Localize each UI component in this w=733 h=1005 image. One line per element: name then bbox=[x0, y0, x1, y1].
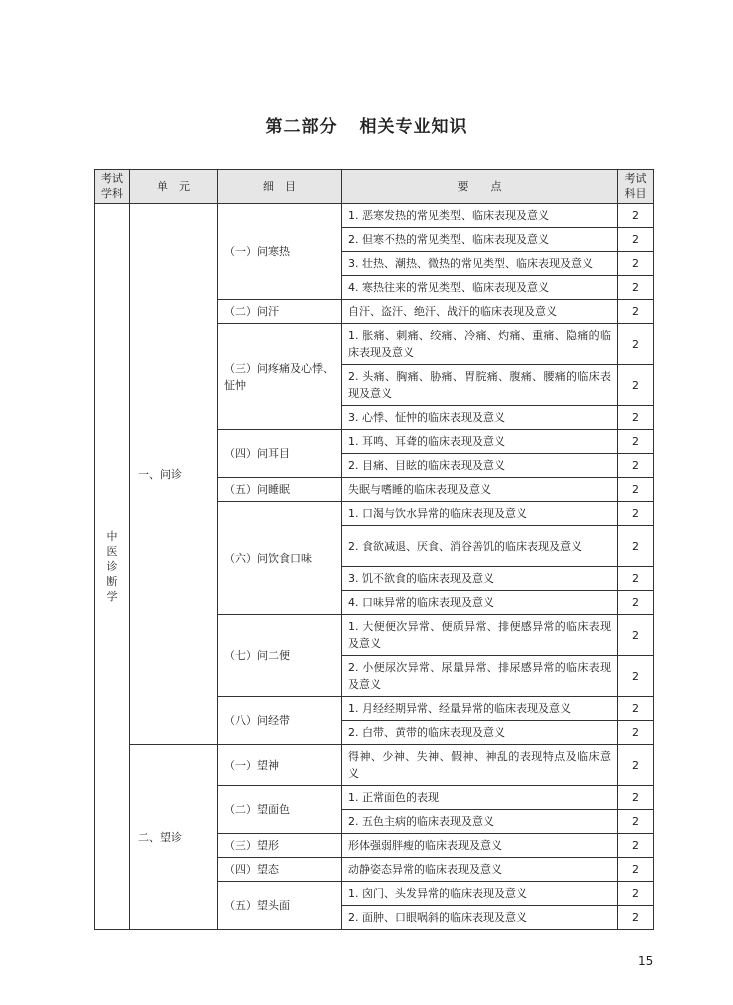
point-cell: 自汗、盗汗、绝汗、战汗的临床表现及意义 bbox=[342, 300, 618, 324]
title-part: 第二部分 bbox=[265, 117, 338, 137]
point-cell: 1. 囟门、头发异常的临床表现及意义 bbox=[342, 882, 618, 906]
item-cell: （六）问饮食口味 bbox=[218, 502, 342, 615]
item-cell: （一）望神 bbox=[218, 745, 342, 786]
item-cell: （五）望头面 bbox=[218, 882, 342, 930]
page-number: 15 bbox=[638, 954, 654, 968]
exam-cell: 2 bbox=[618, 252, 654, 276]
point-cell: 1. 恶寒发热的常见类型、临床表现及意义 bbox=[342, 204, 618, 228]
point-cell: 1. 大便便次异常、便质异常、排便感异常的临床表现及意义 bbox=[342, 615, 618, 656]
exam-cell: 2 bbox=[618, 204, 654, 228]
page-title bbox=[0, 112, 733, 137]
exam-cell: 2 bbox=[618, 228, 654, 252]
exam-cell: 2 bbox=[618, 810, 654, 834]
exam-cell: 2 bbox=[618, 365, 654, 406]
point-cell: 失眠与嗜睡的临床表现及意义 bbox=[342, 478, 618, 502]
exam-cell: 2 bbox=[618, 430, 654, 454]
point-cell: 1. 口渴与饮水异常的临床表现及意义 bbox=[342, 502, 618, 526]
header-unit: 单 元 bbox=[130, 170, 218, 204]
exam-cell: 2 bbox=[618, 786, 654, 810]
title-name: 相关专业知识 bbox=[359, 117, 468, 137]
point-cell: 1. 胀痛、刺痛、绞痛、冷痛、灼痛、重痛、隐痛的临床表现及意义 bbox=[342, 324, 618, 365]
point-cell: 4. 口味异常的临床表现及意义 bbox=[342, 591, 618, 615]
exam-cell: 2 bbox=[618, 656, 654, 697]
exam-cell: 2 bbox=[618, 834, 654, 858]
item-cell: （八）问经带 bbox=[218, 697, 342, 745]
exam-cell: 2 bbox=[618, 276, 654, 300]
exam-cell: 2 bbox=[618, 721, 654, 745]
item-cell: （二）望面色 bbox=[218, 786, 342, 834]
exam-cell: 2 bbox=[618, 567, 654, 591]
table-row bbox=[95, 745, 654, 786]
exam-cell: 2 bbox=[618, 478, 654, 502]
point-cell: 4. 寒热往来的常见类型、临床表现及意义 bbox=[342, 276, 618, 300]
exam-cell: 2 bbox=[618, 526, 654, 567]
item-cell: （二）问汗 bbox=[218, 300, 342, 324]
item-cell: （三）望形 bbox=[218, 834, 342, 858]
subject-cell: 中医诊断学 bbox=[95, 204, 130, 930]
unit-cell: 二、望诊 bbox=[130, 745, 218, 930]
point-cell: 2. 五色主病的临床表现及意义 bbox=[342, 810, 618, 834]
point-cell: 1. 正常面色的表现 bbox=[342, 786, 618, 810]
unit-cell: 一、问诊 bbox=[130, 204, 218, 745]
item-cell: （三）问疼痛及心悸、怔忡 bbox=[218, 324, 342, 430]
exam-cell: 2 bbox=[618, 300, 654, 324]
point-cell: 2. 但寒不热的常见类型、临床表现及意义 bbox=[342, 228, 618, 252]
header-item: 细 目 bbox=[218, 170, 342, 204]
point-cell: 2. 白带、黄带的临床表现及意义 bbox=[342, 721, 618, 745]
exam-cell: 2 bbox=[618, 324, 654, 365]
point-cell: 得神、少神、失神、假神、神乱的表现特点及临床意义 bbox=[342, 745, 618, 786]
item-cell: （一）问寒热 bbox=[218, 204, 342, 300]
item-cell: （七）问二便 bbox=[218, 615, 342, 697]
point-cell: 形体强弱胖瘦的临床表现及意义 bbox=[342, 834, 618, 858]
exam-cell: 2 bbox=[618, 591, 654, 615]
point-cell: 3. 壮热、潮热、微热的常见类型、临床表现及意义 bbox=[342, 252, 618, 276]
exam-cell: 2 bbox=[618, 697, 654, 721]
header-subject: 考试学科 bbox=[95, 170, 130, 204]
exam-cell: 2 bbox=[618, 745, 654, 786]
exam-cell: 2 bbox=[618, 406, 654, 430]
point-cell: 2. 面肿、口眼㖞斜的临床表现及意义 bbox=[342, 906, 618, 930]
exam-cell: 2 bbox=[618, 882, 654, 906]
point-cell: 2. 目痛、目眩的临床表现及意义 bbox=[342, 454, 618, 478]
item-cell: （四）问耳目 bbox=[218, 430, 342, 478]
header-point: 要 点 bbox=[342, 170, 618, 204]
syllabus-table bbox=[94, 169, 654, 930]
table-header-row bbox=[95, 170, 654, 204]
exam-cell: 2 bbox=[618, 454, 654, 478]
exam-cell: 2 bbox=[618, 615, 654, 656]
point-cell: 2. 头痛、胸痛、胁痛、胃脘痛、腹痛、腰痛的临床表现及意义 bbox=[342, 365, 618, 406]
point-cell: 3. 饥不欲食的临床表现及意义 bbox=[342, 567, 618, 591]
item-cell: （五）问睡眠 bbox=[218, 478, 342, 502]
point-cell: 3. 心悸、怔忡的临床表现及意义 bbox=[342, 406, 618, 430]
point-cell: 动静姿态异常的临床表现及意义 bbox=[342, 858, 618, 882]
exam-cell: 2 bbox=[618, 502, 654, 526]
point-cell: 2. 小便尿次异常、尿量异常、排尿感异常的临床表现及意义 bbox=[342, 656, 618, 697]
exam-cell: 2 bbox=[618, 906, 654, 930]
point-cell: 1. 月经经期异常、经量异常的临床表现及意义 bbox=[342, 697, 618, 721]
point-cell: 1. 耳鸣、耳聋的临床表现及意义 bbox=[342, 430, 618, 454]
header-exam: 考试科目 bbox=[618, 170, 654, 204]
table-row bbox=[95, 204, 654, 228]
point-cell: 2. 食欲减退、厌食、消谷善饥的临床表现及意义 bbox=[342, 526, 618, 567]
exam-cell: 2 bbox=[618, 858, 654, 882]
item-cell: （四）望态 bbox=[218, 858, 342, 882]
